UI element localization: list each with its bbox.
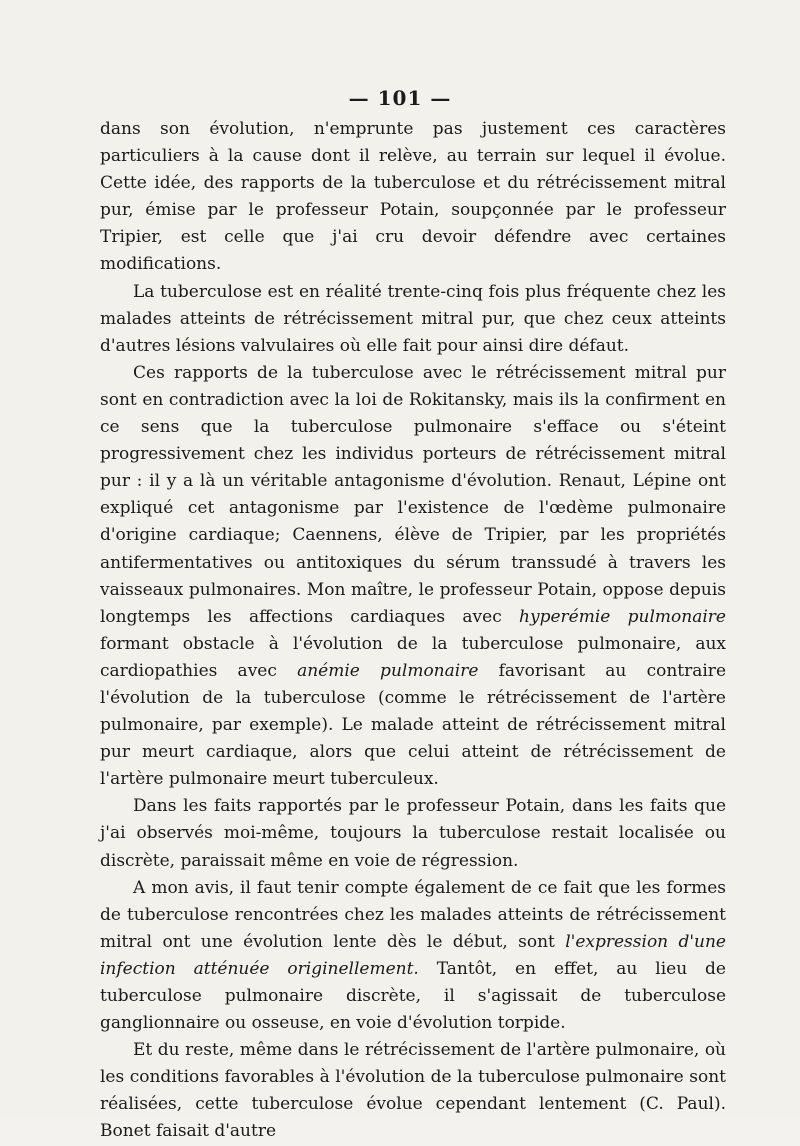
text-segment: Et du reste, même dans le rétrécissement de l'artère pulmonaire, où les conditions favorables à l'évolution de la tuberculose pulmonaire sont réalisées, cette tuberculose évolue cependant lentement (C. Paul). Bonet faisait d'autre: [100, 1040, 726, 1142]
paragraph-2: [100, 279, 726, 360]
paragraph-3: [100, 360, 726, 794]
text-segment: Dans les faits rapportés par le professeur Potain, dans les faits que j'ai observés moi-même, toujours la tuberculose restait localisée ou discrète, paraissait même en voie de régression.: [100, 796, 726, 871]
text-segment: Tantôt, en effet, au lieu de tuberculose pulmonaire discrète, il s'agissait de tuberculose ganglionnaire ou osseuse, en voie d'évolution torpide.: [100, 958, 726, 1034]
text-segment: dans son évolution, n'emprunte pas justement ces caractères particuliers à la cause dont il relève, au terrain sur lequel il évolue. Cette idée, des rapports de la tuberculose et du rétrécissement mitral pur, émise par le professeur Potain, soupçonnée par le professeur Tripier, est celle que j'ai cru devoir défendre avec certaines modifications.: [100, 119, 726, 275]
page-number: — 101 —: [348, 86, 452, 110]
text-segment: La tuberculose est en réalité trente-cinq fois plus fréquente chez les malades atteints de rétrécissement mitral pur, que chez ceux atteints d'autres lésions valvulaires où elle fait pour ainsi dire défaut.: [100, 281, 726, 356]
body-text: [100, 116, 726, 1146]
paragraph-6: [100, 1037, 726, 1145]
text-segment: Ces rapports de la tuberculose avec le rétrécissement mitral pur sont en contradiction avec la loi de Rokitansky, mais ils la confirment en ce sens que la tuberculose pulmonaire s'efface ou s'éteint progressivement chez les individus porteurs de rétrécissement mitral pur : il y a là un véritable antagonisme d'évolution. Renaut, Lépine ont expliqué cet antagonisme par l'existence de l'œdème pulmonaire d'origine cardiaque; Caennens, élève de Tripier, par les propriétés antifermentatives ou antitoxiques du sérum transsudé à travers les vaisseaux pulmonaires. Mon maître, le professeur Potain, oppose depuis longtemps les affections cardiaques avec: [100, 362, 726, 627]
italic-term-hyperemie: hyperémie pulmonaire: [519, 606, 726, 627]
paragraph-5: [100, 875, 726, 1038]
text-segment: favorisant au contraire l'évolution de la tuberculose (comme le rétrécissement de l'artère pulmonaire, par exemple). Le malade atteint de rétrécissement mitral pur meurt cardiaque, alors que celui atteint de rétrécissement de l'artère pulmonaire meurt tuberculeux.: [100, 660, 726, 790]
text-segment: A mon avis, il faut tenir compte également de ce fait que les formes de tuberculose rencontrées chez les malades atteints de rétrécissement mitral ont une évolution lente dès le début, sont: [100, 877, 726, 952]
italic-term-anemie: anémie pulmonaire: [297, 660, 479, 681]
italic-phrase-infection: l'expression d'une infection atténuée originellement.: [100, 931, 726, 979]
text-segment: formant obstacle à l'évolution de la tuberculose pulmonaire, aux cardiopathies avec: [100, 633, 726, 681]
paragraph-4: [100, 793, 726, 874]
paragraph-1: [100, 116, 726, 279]
